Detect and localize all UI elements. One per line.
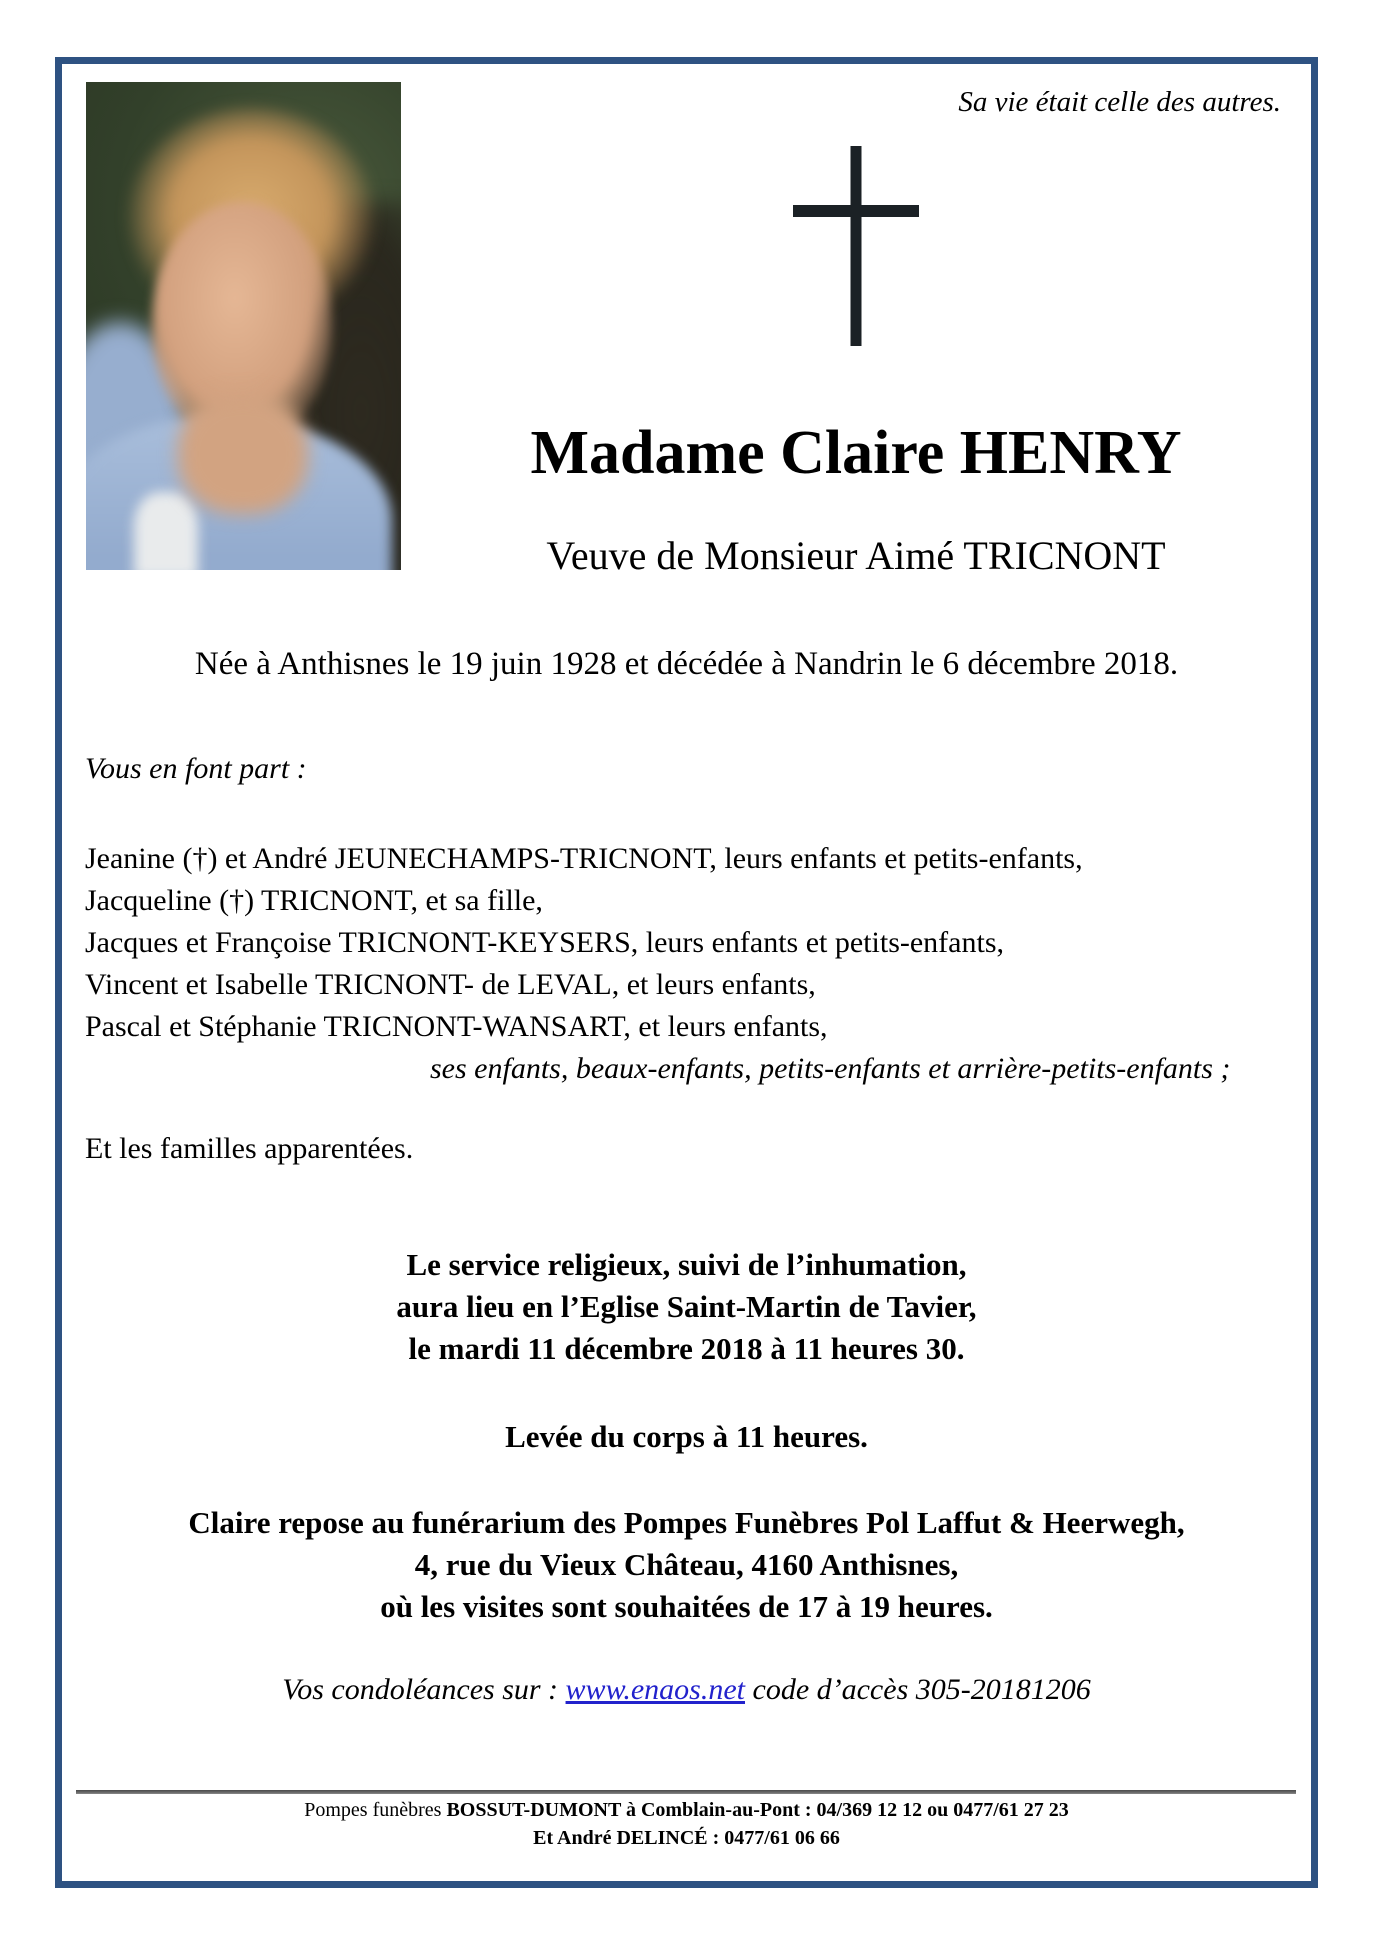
announcement-intro: Vous en font part :	[85, 752, 307, 785]
footer-contacts	[62, 1796, 1311, 1852]
family-line: Jacqueline (†) TRICNONT, et sa fille,	[85, 884, 543, 917]
condolences-suffix: code d’accès 305-20181206	[745, 1673, 1091, 1706]
cross-icon	[793, 146, 919, 346]
family-line: Pascal et Stéphanie TRICNONT-WANSART, et leurs enfants,	[85, 1010, 828, 1043]
deceased-name: Madame Claire HENRY	[530, 419, 1182, 487]
footer-funeral-home-bold: BOSSUT-DUMONT à Comblain-au-Pont : 04/369 12 12 ou 0477/61 27 23	[446, 1799, 1069, 1821]
footer-line-2: Et André DELINCÉ : 0477/61 06 66	[533, 1827, 840, 1849]
service-line: aura lieu en l’Eglise Saint-Martin de Tavier,	[396, 1289, 977, 1324]
condolences-prefix: Vos condoléances sur :	[282, 1673, 566, 1706]
family-line: Jacques et Françoise TRICNONT-KEYSERS, leurs enfants et petits-enfants,	[85, 926, 1004, 959]
widow-of-line: Veuve de Monsieur Aimé TRICNONT	[546, 533, 1166, 578]
family-line: Vincent et Isabelle TRICNONT- de LEVAL, et leurs enfants,	[85, 968, 816, 1001]
service-line: le mardi 11 décembre 2018 à 11 heures 30.	[408, 1331, 965, 1366]
footer-divider	[76, 1790, 1296, 1794]
family-line: Jeanine (†) et André JEUNECHAMPS-TRICNONT, leurs enfants et petits-enfants,	[85, 842, 1083, 875]
footer-funeral-home-prefix: Pompes funèbres	[304, 1799, 447, 1821]
repose-line: Claire repose au funérarium des Pompes Funèbres Pol Laffut & Heerwegh,	[188, 1505, 1185, 1540]
enaos-link[interactable]: www.enaos.net	[565, 1673, 745, 1706]
repose-line: 4, rue du Vieux Château, 4160 Anthisnes,	[414, 1547, 959, 1582]
photo-neck	[178, 394, 308, 514]
header-section	[62, 64, 1311, 580]
motto-text: Sa vie était celle des autres.	[958, 86, 1281, 118]
portrait-photo	[86, 82, 401, 570]
page-border-frame	[55, 57, 1318, 1888]
birth-death-line: Née à Anthisnes le 19 juin 1928 et décédée à Nandrin le 6 décembre 2018.	[194, 646, 1179, 682]
condolences-line	[62, 1670, 1311, 1710]
repose-line: où les visites sont souhaitées de 17 à 19 heures.	[380, 1589, 993, 1624]
family-list	[62, 838, 1311, 1090]
body-removal-line: Levée du corps à 11 heures.	[505, 1419, 868, 1454]
service-details	[62, 1244, 1311, 1370]
service-line: Le service religieux, suivi de l’inhumation,	[406, 1247, 967, 1282]
photo-shirt	[134, 492, 198, 570]
related-families-line: Et les familles apparentées.	[85, 1132, 414, 1165]
descendants-line: ses enfants, beaux-enfants, petits-enfants et arrière-petits-enfants ;	[430, 1052, 1231, 1085]
footer-line-1	[62, 1796, 1311, 1824]
repose-details	[62, 1502, 1311, 1628]
header-right-column	[401, 64, 1311, 580]
